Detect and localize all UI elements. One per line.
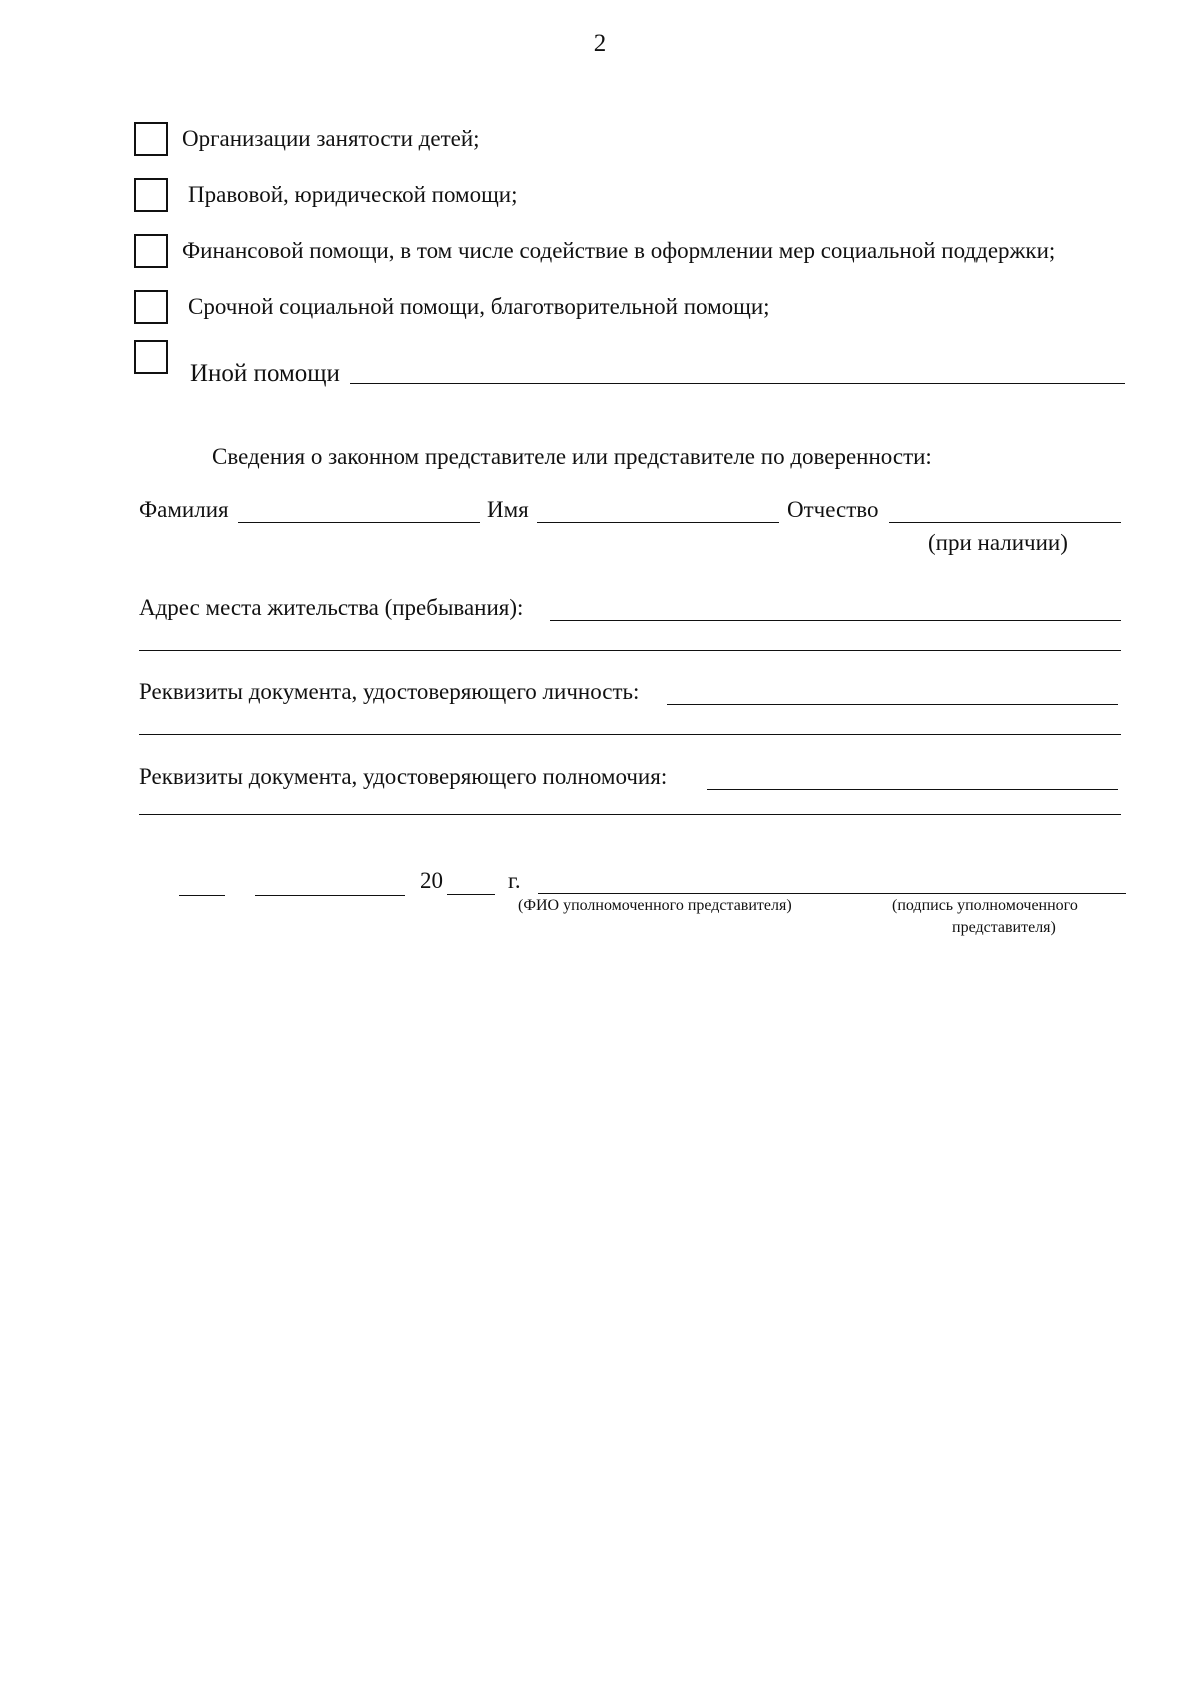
patronymic-field[interactable] (889, 522, 1121, 523)
checkbox-label: Правовой, юридической помощи; (188, 182, 518, 207)
checkbox-label: Организации занятости детей; (182, 126, 480, 151)
other-aid-field[interactable] (350, 383, 1125, 384)
checkbox[interactable] (134, 122, 168, 156)
authority-document-label: Реквизиты документа, удостоверяющего полномочия: (139, 764, 668, 789)
patronymic-label: Отчество (787, 497, 879, 522)
checkbox[interactable] (134, 340, 168, 374)
signature-caption-line2: представителя) (952, 919, 1056, 936)
authority-document-field-line2[interactable] (139, 814, 1121, 815)
representative-heading: Сведения о законном представителе или представителе по доверенности: (212, 444, 932, 469)
address-field-line2[interactable] (139, 650, 1121, 651)
id-document-label: Реквизиты документа, удостоверяющего личность: (139, 679, 640, 704)
id-document-field[interactable] (667, 704, 1118, 705)
checkbox[interactable] (134, 178, 168, 212)
signature-caption-line1: (подпись уполномоченного (892, 897, 1078, 914)
name-label: Имя (487, 497, 529, 522)
page-number: 2 (593, 30, 607, 57)
patronymic-note: (при наличии) (928, 530, 1068, 555)
other-aid-label: Иной помощи (190, 360, 340, 387)
address-field[interactable] (550, 620, 1121, 621)
checkbox-label: Финансовой помощи, в том числе содействие в оформлении мер социальной поддержки; (182, 238, 1056, 263)
address-label: Адрес места жительства (пребывания): (139, 595, 524, 620)
fio-caption: (ФИО уполномоченного представителя) (518, 897, 792, 914)
date-month-field[interactable] (255, 895, 405, 896)
year-prefix: 20 (420, 868, 443, 893)
checkbox[interactable] (134, 234, 168, 268)
name-field[interactable] (537, 522, 779, 523)
fio-field[interactable] (538, 893, 876, 894)
id-document-field-line2[interactable] (139, 734, 1121, 735)
date-day-field[interactable] (179, 895, 225, 896)
checkbox-label: Срочной социальной помощи, благотворительной помощи; (188, 294, 770, 319)
year-suffix: г. (508, 868, 521, 893)
surname-label: Фамилия (139, 497, 229, 522)
signature-field[interactable] (876, 893, 1126, 894)
checkbox[interactable] (134, 290, 168, 324)
date-year-field[interactable] (447, 894, 495, 895)
authority-document-field[interactable] (707, 789, 1118, 790)
surname-field[interactable] (238, 522, 480, 523)
